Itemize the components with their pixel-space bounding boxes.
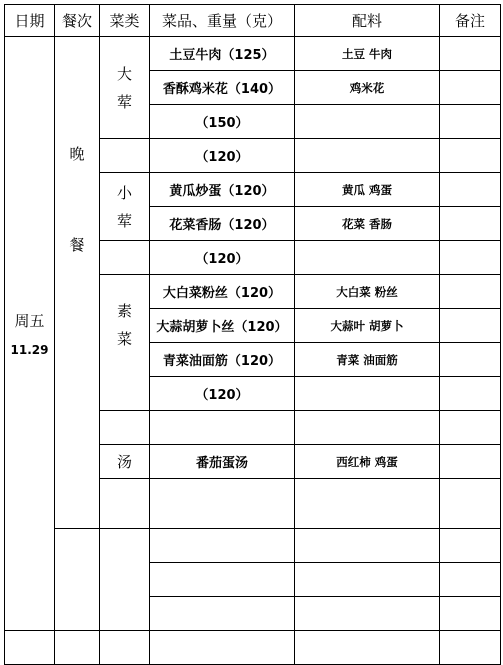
meal-cell-empty: [55, 529, 100, 631]
ingredient-cell: [295, 479, 440, 529]
notes-cell: [440, 105, 501, 139]
ingredient-cell: 大白菜 粉丝: [295, 275, 440, 309]
category-veg-char2: 菜: [116, 330, 132, 348]
ingredient-cell: 土豆 牛肉: [295, 37, 440, 71]
notes-cell: [440, 71, 501, 105]
notes-cell: [440, 529, 501, 563]
notes-cell: [440, 241, 501, 275]
notes-cell: [440, 563, 501, 597]
notes-cell: [440, 445, 501, 479]
header-ingredients: 配料: [295, 5, 440, 37]
date-cell-empty: [5, 631, 55, 665]
menu-table: [4, 4, 501, 665]
dish-cell: 香酥鸡米花（140）: [150, 71, 295, 105]
meal-label-2: 餐: [69, 236, 85, 254]
notes-cell: [440, 309, 501, 343]
ingredient-cell: 西红柿 鸡蛋: [295, 445, 440, 479]
dish-cell: [150, 529, 295, 563]
dish-cell: 黄瓜炒蛋（120）: [150, 173, 295, 207]
header-row: [5, 5, 501, 37]
ingredient-cell: 青菜 油面筋: [295, 343, 440, 377]
category-large-char1: 大: [116, 64, 132, 83]
dish-cell: 大蒜胡萝卜丝（120）: [150, 309, 295, 343]
category-cell: [100, 631, 150, 665]
category-cell: [100, 139, 150, 173]
ingredient-cell: [295, 377, 440, 411]
header-meal: 餐次: [55, 5, 100, 37]
header-notes: 备注: [440, 5, 501, 37]
category-veg-char1: 素: [116, 302, 132, 320]
notes-cell: [440, 631, 501, 665]
table-row: [5, 631, 501, 665]
dish-cell: [150, 631, 295, 665]
notes-cell: [440, 479, 501, 529]
ingredient-cell: [295, 563, 440, 597]
dish-cell: （150）: [150, 105, 295, 139]
ingredient-cell: [295, 241, 440, 275]
ingredient-cell: [295, 139, 440, 173]
ingredient-cell: [295, 597, 440, 631]
weekday-label: 周五: [14, 312, 45, 330]
category-large-char2: 荤: [116, 92, 132, 111]
table-row: [5, 37, 501, 71]
date-label: 11.29: [10, 343, 49, 357]
category-large-meat: [100, 37, 150, 139]
ingredient-cell: 花菜 香肠: [295, 207, 440, 241]
header-date: 日期: [5, 5, 55, 37]
meal-cell-empty: [55, 631, 100, 665]
notes-cell: [440, 37, 501, 71]
dish-cell: （120）: [150, 241, 295, 275]
dish-cell: [150, 563, 295, 597]
notes-cell: [440, 173, 501, 207]
meal-cell: [55, 37, 100, 529]
dish-cell: 大白菜粉丝（120）: [150, 275, 295, 309]
notes-cell: [440, 343, 501, 377]
date-cell: [5, 37, 55, 631]
ingredient-cell: [295, 631, 440, 665]
dish-cell: （120）: [150, 377, 295, 411]
category-cell: [100, 241, 150, 275]
ingredient-cell: 黄瓜 鸡蛋: [295, 173, 440, 207]
category-cell: [100, 411, 150, 445]
notes-cell: [440, 377, 501, 411]
dish-cell: 青菜油面筋（120）: [150, 343, 295, 377]
dish-cell: [150, 479, 295, 529]
notes-cell: [440, 207, 501, 241]
ingredient-cell: [295, 105, 440, 139]
category-soup: 汤: [100, 445, 150, 479]
category-small-char2: 荤: [116, 211, 132, 230]
dish-cell: （120）: [150, 139, 295, 173]
dish-cell: 土豆牛肉（125）: [150, 37, 295, 71]
category-cell: [100, 529, 150, 631]
table-row: [5, 529, 501, 563]
meal-label-1: 晚: [69, 145, 85, 163]
dish-cell: 番茄蛋汤: [150, 445, 295, 479]
ingredient-cell: 鸡米花: [295, 71, 440, 105]
notes-cell: [440, 411, 501, 445]
notes-cell: [440, 139, 501, 173]
header-category: 菜类: [100, 5, 150, 37]
dish-cell: 花菜香肠（120）: [150, 207, 295, 241]
category-small-meat: [100, 173, 150, 241]
ingredient-cell: [295, 529, 440, 563]
category-cell: [100, 479, 150, 529]
category-small-char1: 小: [116, 183, 132, 202]
dish-cell: [150, 411, 295, 445]
dish-cell: [150, 597, 295, 631]
notes-cell: [440, 597, 501, 631]
category-vegetable: [100, 275, 150, 411]
ingredient-cell: [295, 411, 440, 445]
ingredient-cell: 大蒜叶 胡萝卜: [295, 309, 440, 343]
header-dish: 菜品、重量（克）: [150, 5, 295, 37]
notes-cell: [440, 275, 501, 309]
